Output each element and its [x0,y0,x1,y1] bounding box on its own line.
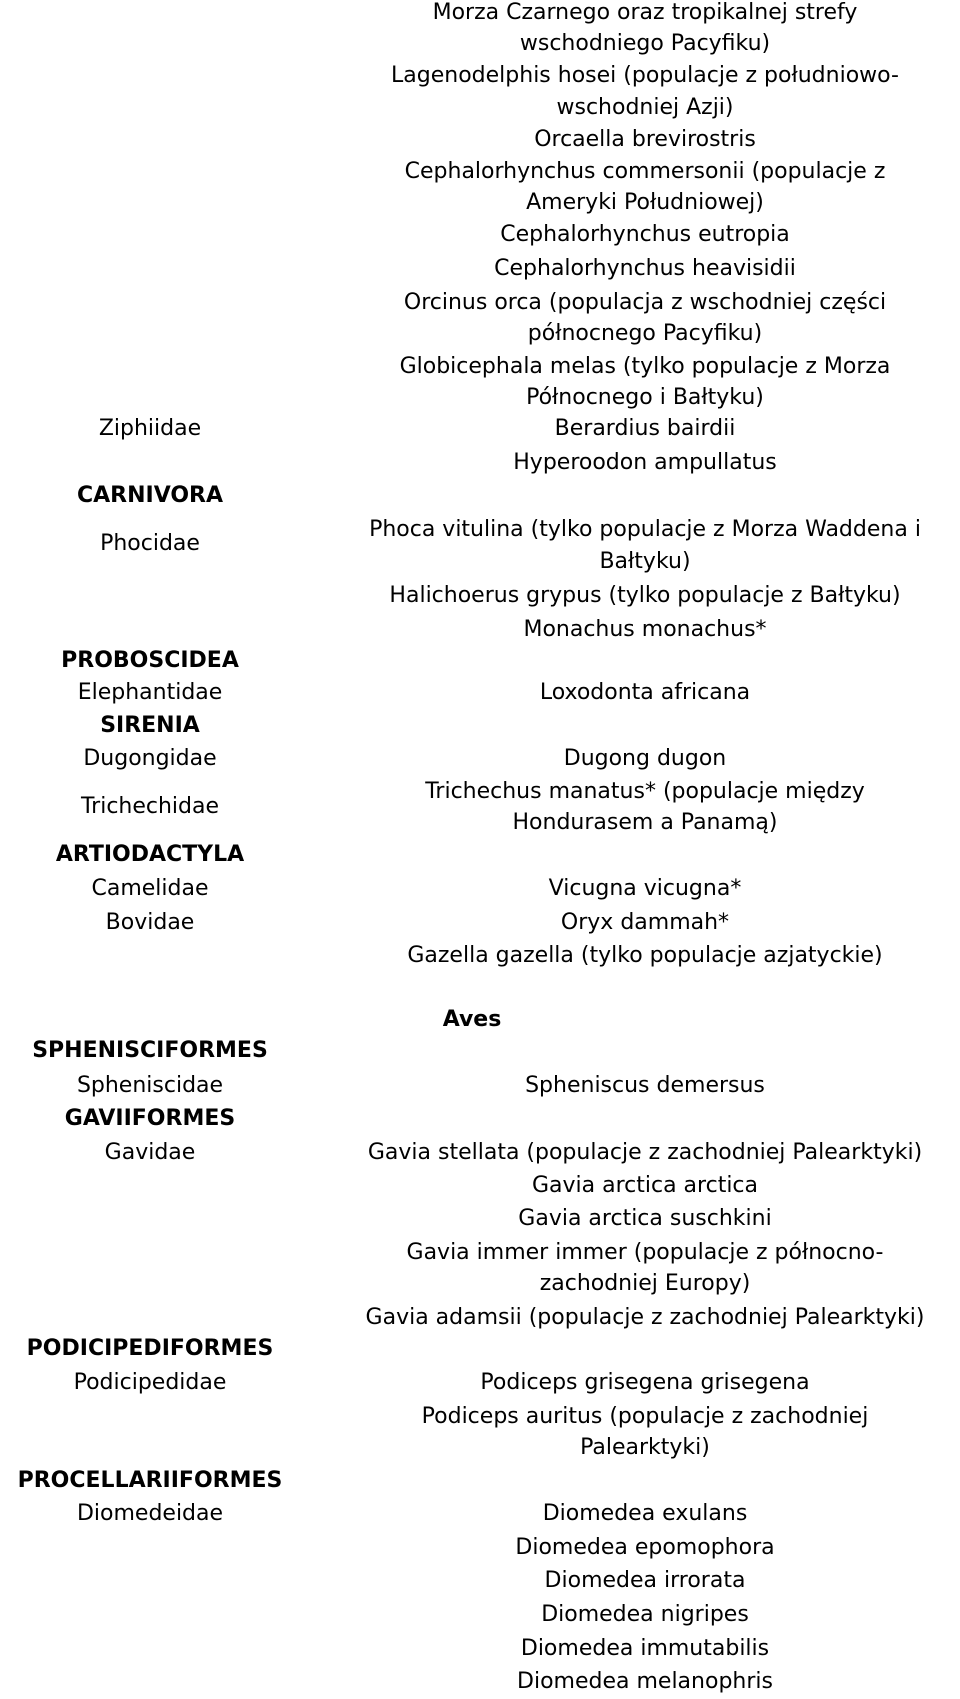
species-line: Cephalorhynchus commersonii (populacje z [404,159,886,184]
species-line: Gazella gazella (tylko populacje azjatyckie) [407,943,883,968]
order-artiodactyla: ARTIODACTYLA [55,842,245,867]
species-line: Podiceps grisegena grisegena [480,1370,810,1395]
species-line: wschodniej Azji) [556,95,734,120]
species-line: wschodniego Pacyfiku) [519,31,771,56]
species-line: Gavia stellata (populacje z zachodniej Palearktyki) [367,1140,923,1165]
species-line: Cephalorhynchus eutropia [500,222,790,247]
family-ziphiidae: Ziphiidae [98,416,202,441]
species-line: Vicugna vicugna* [548,876,742,901]
species-line: Lagenodelphis hosei (populacje z południowo- [391,63,899,88]
family-bovidae: Bovidae [105,910,195,935]
species-line: Diomedea nigripes [541,1602,749,1627]
species-line: Orcaella brevirostris [534,127,756,152]
class-heading-aves: Aves [442,1007,502,1032]
order-gaviiformes: GAVIIFORMES [64,1106,236,1131]
species-line: Diomedea immutabilis [520,1636,770,1661]
species-line: Loxodonta africana [539,680,751,705]
family-podicipedidae: Podicipedidae [73,1370,227,1395]
species-line: Podiceps auritus (populacje z zachodniej [421,1404,869,1429]
species-line: Phoca vitulina (tylko populacje z Morza Waddena i [369,517,921,542]
species-line: Spheniscus demersus [525,1073,765,1098]
species-line: Gavia immer immer (populacje z północno- [406,1240,884,1265]
order-procellariiformes: PROCELLARIIFORMES [17,1468,283,1493]
species-line: Gavia adamsii (populacje z zachodniej Palearktyki) [365,1305,925,1330]
species-line: Globicephala melas (tylko populacje z Morza [399,354,891,379]
family-gavidae: Gavidae [104,1140,196,1165]
species-line: północnego Pacyfiku) [527,321,763,346]
order-podicipediformes: PODICIPEDIFORMES [26,1336,274,1361]
species-line: Diomedea irrorata [544,1568,746,1593]
species-line: Hondurasem a Panamą) [512,810,778,835]
family-dugongidae: Dugongidae [83,746,217,771]
family-diomedeidae: Diomedeidae [76,1501,224,1526]
species-line: Gavia arctica arctica [531,1173,759,1198]
species-line: Dugong dugon [563,746,727,771]
species-line: Orcinus orca (populacja z wschodniej części [403,290,887,315]
family-spheniscidae: Spheniscidae [76,1073,224,1098]
species-line: Północnego i Bałtyku) [526,385,764,410]
family-camelidae: Camelidae [91,876,209,901]
species-line: Hyperoodon ampullatus [513,450,777,475]
species-line: Oryx dammah* [560,910,730,935]
species-line: Diomedea melanophris [517,1669,773,1694]
species-line: Diomedea epomophora [515,1535,775,1560]
species-line: Cephalorhynchus heavisidii [494,256,796,281]
species-line: Bałtyku) [599,549,691,574]
order-sirenia: SIRENIA [100,713,200,738]
species-line: Trichechus manatus* (populacje między [425,779,865,804]
family-trichechidae: Trichechidae [80,794,220,819]
species-line: Gavia arctica suschkini [518,1206,772,1231]
species-line: Morza Czarnego oraz tropikalnej strefy [432,0,858,25]
order-carnivora: CARNIVORA [76,483,224,508]
order-proboscidea: PROBOSCIDEA [61,648,239,673]
family-elephantidae: Elephantidae [77,680,223,705]
species-line: Halichoerus grypus (tylko populacje z Bałtyku) [389,583,901,608]
species-line: Diomedea exulans [542,1501,748,1526]
species-line: Berardius bairdii [554,416,736,441]
species-line: zachodniej Europy) [539,1271,751,1296]
family-phocidae: Phocidae [100,531,200,556]
species-line: Monachus monachus* [523,617,767,642]
species-line: Palearktyki) [580,1435,710,1460]
order-sphenisciformes: SPHENISCIFORMES [32,1038,268,1063]
species-line: Ameryki Południowej) [526,190,764,215]
